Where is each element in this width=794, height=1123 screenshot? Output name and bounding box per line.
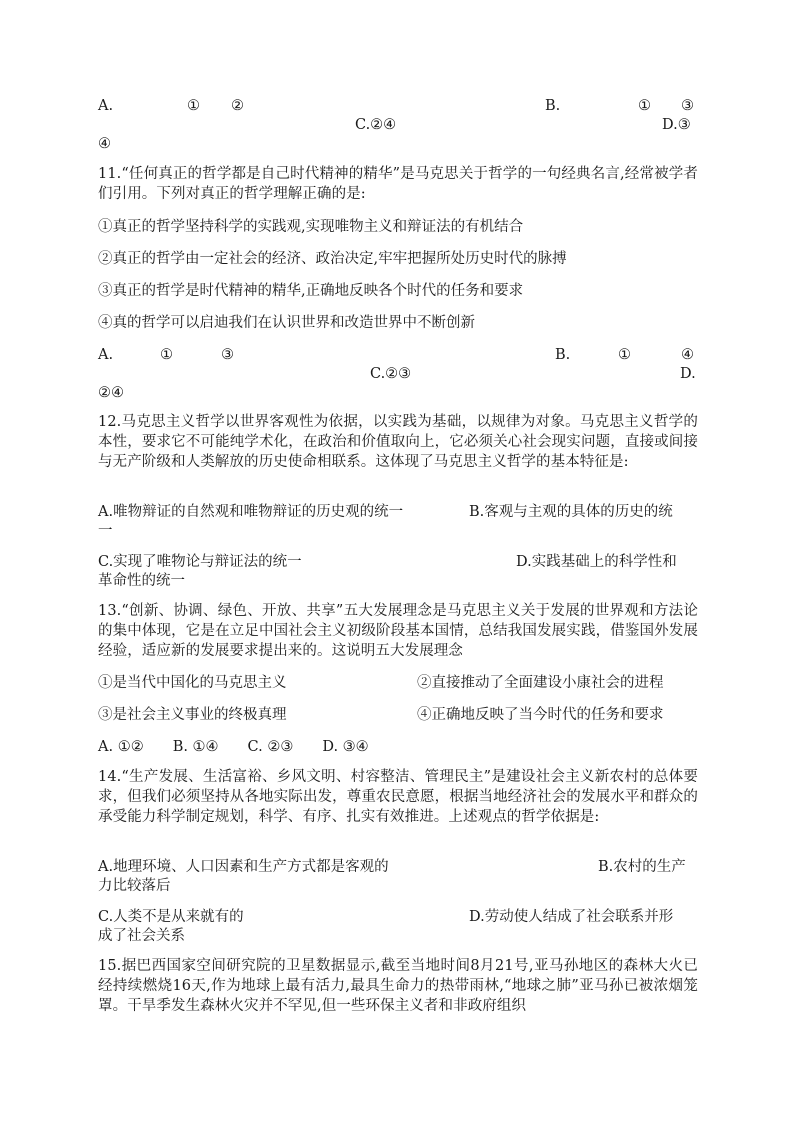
q12-option-b-cont: 一 [98, 523, 113, 539]
q12-option-d-cont: 革命性的统一 [98, 573, 185, 589]
q10-option-d-label: D.③ [662, 117, 691, 133]
q13-options: A. ①② B. ①④ C. ②③ D. ③④ [98, 739, 369, 755]
q11-statement-1: ①真正的哲学坚持科学的实践观,实现唯物主义和辩证法的有机结合 [98, 219, 524, 235]
q12-option-c: C.实现了唯物论与辩证法的统一 [98, 554, 302, 570]
q12-stem: 12.马克思主义哲学以世界客观性为依据，以实践为基础，以规律为对象。马克思主义哲学的本性，要求它不可能纯学术化，在政治和价值取向上，它必须关心社会现实问题，直接或间接与无产阶级和人类解放的历史使命相联系。这体现了马克思主义哲学的基本特征是: [98, 414, 698, 470]
q12-option-a: A.唯物辩证的自然观和唯物辩证的历史观的统一 [98, 504, 404, 520]
q10-option-a-label: A. [98, 98, 114, 114]
q14-option-d-cont: 成了社会关系 [98, 928, 185, 944]
q10-option-b-label: B. [545, 98, 561, 114]
q12-option-d: D.实践基础上的科学性和 [516, 554, 677, 570]
q15-stem: 15.据巴西国家空间研究院的卫星数据显示,截至当地时间8月21号,亚马孙地区的森林大火已经持续燃烧16天,作为地球上最有活力,最具生命力的热带雨林,“地球之肺”亚马孙已被浓烟笼罩。干旱季发生森林火灾并不罕见,但一些环保主义者和非政府组织 [98, 958, 698, 1014]
q14-option-d: D.劳动使人结成了社会联系并形 [469, 909, 674, 925]
q12-option-b: B.客观与主观的具体的历史的统 [469, 504, 673, 520]
q11-statement-3: ③真正的哲学是时代精神的精华,正确地反映各个时代的任务和要求 [98, 283, 524, 299]
q14-option-b: B.农村的生产 [598, 859, 686, 875]
q11-stem: 11.“任何真正的哲学都是自己时代精神的精华”是马克思关于哲学的一句经典名言,经常被学者们引用。下列对真正的哲学理解正确的是: [98, 166, 698, 202]
q10-option-b-num1: ① [638, 98, 651, 114]
q13-statement-2: ②直接推动了全面建设小康社会的进程 [417, 675, 664, 691]
q11-option-a-num2: ③ [221, 347, 234, 363]
q11-option-b-num1: ① [618, 347, 631, 363]
q10-option-d-num2: ④ [98, 136, 111, 152]
q10-option-b-num2: ③ [681, 98, 694, 114]
q11-option-a-num1: ① [160, 347, 173, 363]
q14-option-b-cont: 力比较落后 [98, 878, 171, 894]
q11-option-d-label: D. [680, 366, 696, 382]
q13-statement-1: ①是当代中国化的马克思主义 [98, 675, 287, 691]
q11-option-a-label: A. [98, 347, 114, 363]
q11-statement-2: ②真正的哲学由一定社会的经济、政治决定,牢牢把握所处历史时代的脉搏 [98, 251, 567, 267]
q14-option-c: C.人类不是从来就有的 [98, 909, 244, 925]
q10-option-a-num1: ① [187, 98, 200, 114]
q10-option-c: C.②④ [355, 117, 397, 133]
q10-option-a-num2: ② [231, 98, 244, 114]
q13-statement-4: ④正确地反映了当今时代的任务和要求 [417, 707, 664, 723]
q11-statement-4: ④真的哲学可以启迪我们在认识世界和改造世界中不断创新 [98, 315, 475, 331]
q14-stem: 14.“生产发展、生活富裕、乡风文明、村容整洁、管理民主”是建设社会主义新农村的总体要求，但我们必须坚持从各地实际出发，尊重农民意愿，根据当地经济社会的发展水平和群众的承受能力科学制定规划，科学、有序、扎实有效推进。上述观点的哲学依据是: [98, 769, 698, 825]
q11-option-c: C.②③ [370, 366, 412, 382]
q13-stem: 13.“创新、协调、绿色、开放、共享”五大发展理念是马克思主义关于发展的世界观和方法论的集中体现，它是在立足中国社会主义初级阶段基本国情，总结我国发展实践，借鉴国外发展经验，适应新的发展要求提出来的。这说明五大发展理念 [98, 603, 698, 659]
q13-statement-3: ③是社会主义事业的终极真理 [98, 707, 287, 723]
q11-option-d-nums: ②④ [98, 385, 124, 401]
q11-option-b-num2: ④ [681, 347, 694, 363]
q11-option-b-label: B. [555, 347, 571, 363]
q14-option-a: A.地理环境、人口因素和生产方式都是客观的 [98, 859, 389, 875]
